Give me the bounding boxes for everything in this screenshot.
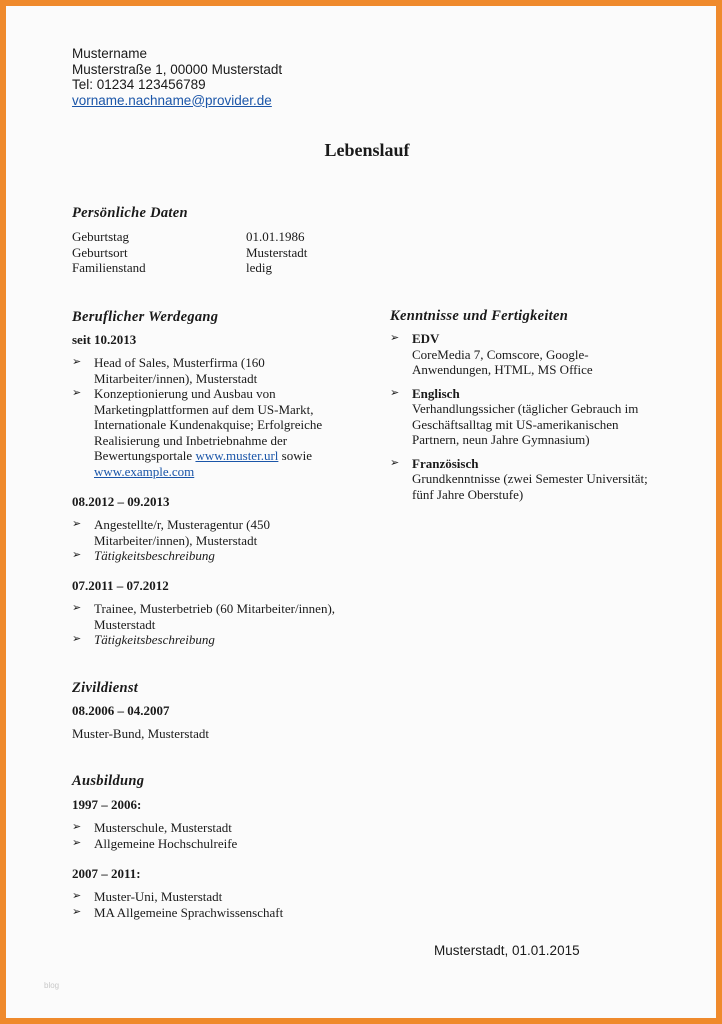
arrow-bullet-icon: ➢ bbox=[72, 602, 82, 614]
personal-label: Familienstand bbox=[72, 260, 146, 275]
personal-value: Musterstadt bbox=[246, 244, 308, 260]
item-line: Allgemeine Hochschulreife bbox=[94, 835, 238, 851]
list-item bbox=[72, 836, 372, 852]
item-line: Trainee, Musterbetrieb (60 Mitarbeiter/innen), bbox=[94, 601, 336, 616]
skill-line: CoreMedia 7, Comscore, Google- bbox=[412, 346, 589, 362]
arrow-bullet-icon: ➢ bbox=[72, 836, 82, 849]
arrow-bullet-icon: ➢ bbox=[390, 456, 400, 469]
item-line bbox=[94, 464, 372, 480]
contact-block bbox=[72, 46, 282, 108]
item-line: Angestellte/r, Musteragentur (450 bbox=[94, 517, 271, 532]
item-text: Bewertungsportale bbox=[94, 448, 196, 463]
skill-line: Partnern, neun Jahre Gymnasium) bbox=[412, 432, 590, 447]
list-item bbox=[390, 386, 690, 448]
education-items bbox=[72, 820, 372, 851]
personal-row bbox=[72, 229, 305, 245]
street-address: Musterstraße 1, 00000 Musterstadt bbox=[72, 61, 283, 77]
civil-period: 08.2006 – 04.2007 bbox=[72, 703, 170, 718]
example-com-link[interactable]: www.example.com bbox=[94, 463, 195, 479]
list-item bbox=[72, 601, 372, 632]
item-line: Musterstadt bbox=[94, 616, 156, 632]
personal-row bbox=[72, 260, 272, 276]
section-education-heading: Ausbildung bbox=[72, 773, 145, 789]
watermark: blog bbox=[44, 981, 60, 990]
arrow-bullet-icon: ➢ bbox=[72, 633, 82, 645]
item-line: Head of Sales, Musterfirma (160 bbox=[94, 355, 265, 370]
arrow-bullet-icon: ➢ bbox=[390, 332, 400, 344]
personal-value: 01.01.1986 bbox=[246, 229, 305, 244]
job-period: 07.2011 – 07.2012 bbox=[72, 578, 169, 593]
arrow-bullet-icon: ➢ bbox=[72, 387, 82, 399]
applicant-name: Mustername bbox=[72, 46, 148, 61]
item-line: Mitarbeiter/innen), Musterstadt bbox=[94, 532, 258, 548]
item-line: Realisierung und Inbetriebnahme der bbox=[94, 432, 288, 448]
skill-line: Geschäftsalltag mit US-amerikanischen bbox=[412, 416, 619, 432]
education-period: 1997 – 2006: bbox=[72, 797, 142, 812]
item-line: MA Allgemeine Sprachwissenschaft bbox=[94, 904, 284, 920]
job-period: 08.2012 – 09.2013 bbox=[72, 494, 170, 509]
skill-line: fünf Jahre Oberstufe) bbox=[412, 486, 524, 502]
education-items bbox=[72, 889, 372, 920]
arrow-bullet-icon: ➢ bbox=[72, 905, 82, 918]
item-text: sowie bbox=[278, 448, 312, 463]
list-item bbox=[72, 905, 372, 921]
education-period: 2007 – 2011: bbox=[72, 866, 141, 881]
skill-line: Verhandlungssicher (täglicher Gebrauch im bbox=[412, 401, 639, 416]
personal-label: Geburtsort bbox=[72, 244, 128, 260]
item-line: Tätigkeitsbeschreibung bbox=[94, 632, 215, 647]
list-item bbox=[72, 548, 372, 564]
email-link[interactable]: vorname.nachname@provider.de bbox=[72, 92, 272, 108]
arrow-bullet-icon: ➢ bbox=[72, 890, 82, 902]
arrow-bullet-icon: ➢ bbox=[72, 356, 82, 368]
personal-value: ledig bbox=[246, 260, 272, 275]
item-line: Tätigkeitsbeschreibung bbox=[94, 548, 215, 563]
list-item bbox=[72, 517, 372, 548]
job-period: seit 10.2013 bbox=[72, 332, 137, 347]
skill-name: Französisch bbox=[412, 455, 479, 471]
item-line: Marketingplattformen auf dem US-Markt, bbox=[94, 401, 314, 417]
item-line: Konzeptionierung und Ausbau von bbox=[94, 386, 276, 401]
skill-name: Englisch bbox=[412, 385, 460, 401]
item-line: Musterschule, Musterstadt bbox=[94, 820, 232, 835]
list-item bbox=[72, 386, 372, 479]
job-items bbox=[72, 355, 372, 479]
item-line: Mitarbeiter/innen), Musterstadt bbox=[94, 370, 258, 386]
personal-data-table bbox=[72, 229, 308, 276]
arrow-bullet-icon: ➢ bbox=[72, 549, 82, 561]
section-skills-heading: Kenntnisse und Fertigkeiten bbox=[390, 308, 569, 324]
skills-list bbox=[390, 331, 690, 502]
list-item bbox=[72, 355, 372, 386]
job-items bbox=[72, 517, 372, 564]
document-title: Lebenslauf bbox=[324, 140, 410, 160]
place-date-signature: Musterstadt, 01.01.2015 bbox=[434, 943, 580, 958]
job-items bbox=[72, 601, 372, 648]
item-line: Internationale Kundenakquise; Erfolgreiche bbox=[94, 417, 323, 432]
item-line: Muster-Uni, Musterstadt bbox=[94, 889, 223, 904]
skill-line: Grundkenntnisse (zwei Semester Universität; bbox=[412, 471, 648, 486]
skill-name: EDV bbox=[412, 331, 440, 346]
section-civil-heading: Zivildienst bbox=[72, 680, 139, 696]
list-item bbox=[72, 820, 372, 836]
muster-url-link[interactable]: www.muster.url bbox=[195, 448, 279, 463]
arrow-bullet-icon: ➢ bbox=[72, 821, 82, 833]
list-item bbox=[390, 456, 690, 503]
personal-row bbox=[72, 244, 308, 261]
civil-text: Muster-Bund, Musterstadt bbox=[72, 726, 209, 741]
list-item bbox=[72, 889, 372, 905]
skill-line: Anwendungen, HTML, MS Office bbox=[412, 362, 593, 377]
list-item bbox=[390, 331, 690, 378]
arrow-bullet-icon: ➢ bbox=[72, 518, 82, 530]
section-career-heading: Beruflicher Werdegang bbox=[72, 309, 219, 325]
arrow-bullet-icon: ➢ bbox=[390, 386, 400, 399]
phone-number: Tel: 01234 123456789 bbox=[72, 77, 206, 92]
personal-label: Geburtstag bbox=[72, 229, 130, 244]
item-line bbox=[94, 448, 372, 464]
list-item bbox=[72, 632, 372, 648]
section-personal-heading: Persönliche Daten bbox=[72, 205, 188, 221]
